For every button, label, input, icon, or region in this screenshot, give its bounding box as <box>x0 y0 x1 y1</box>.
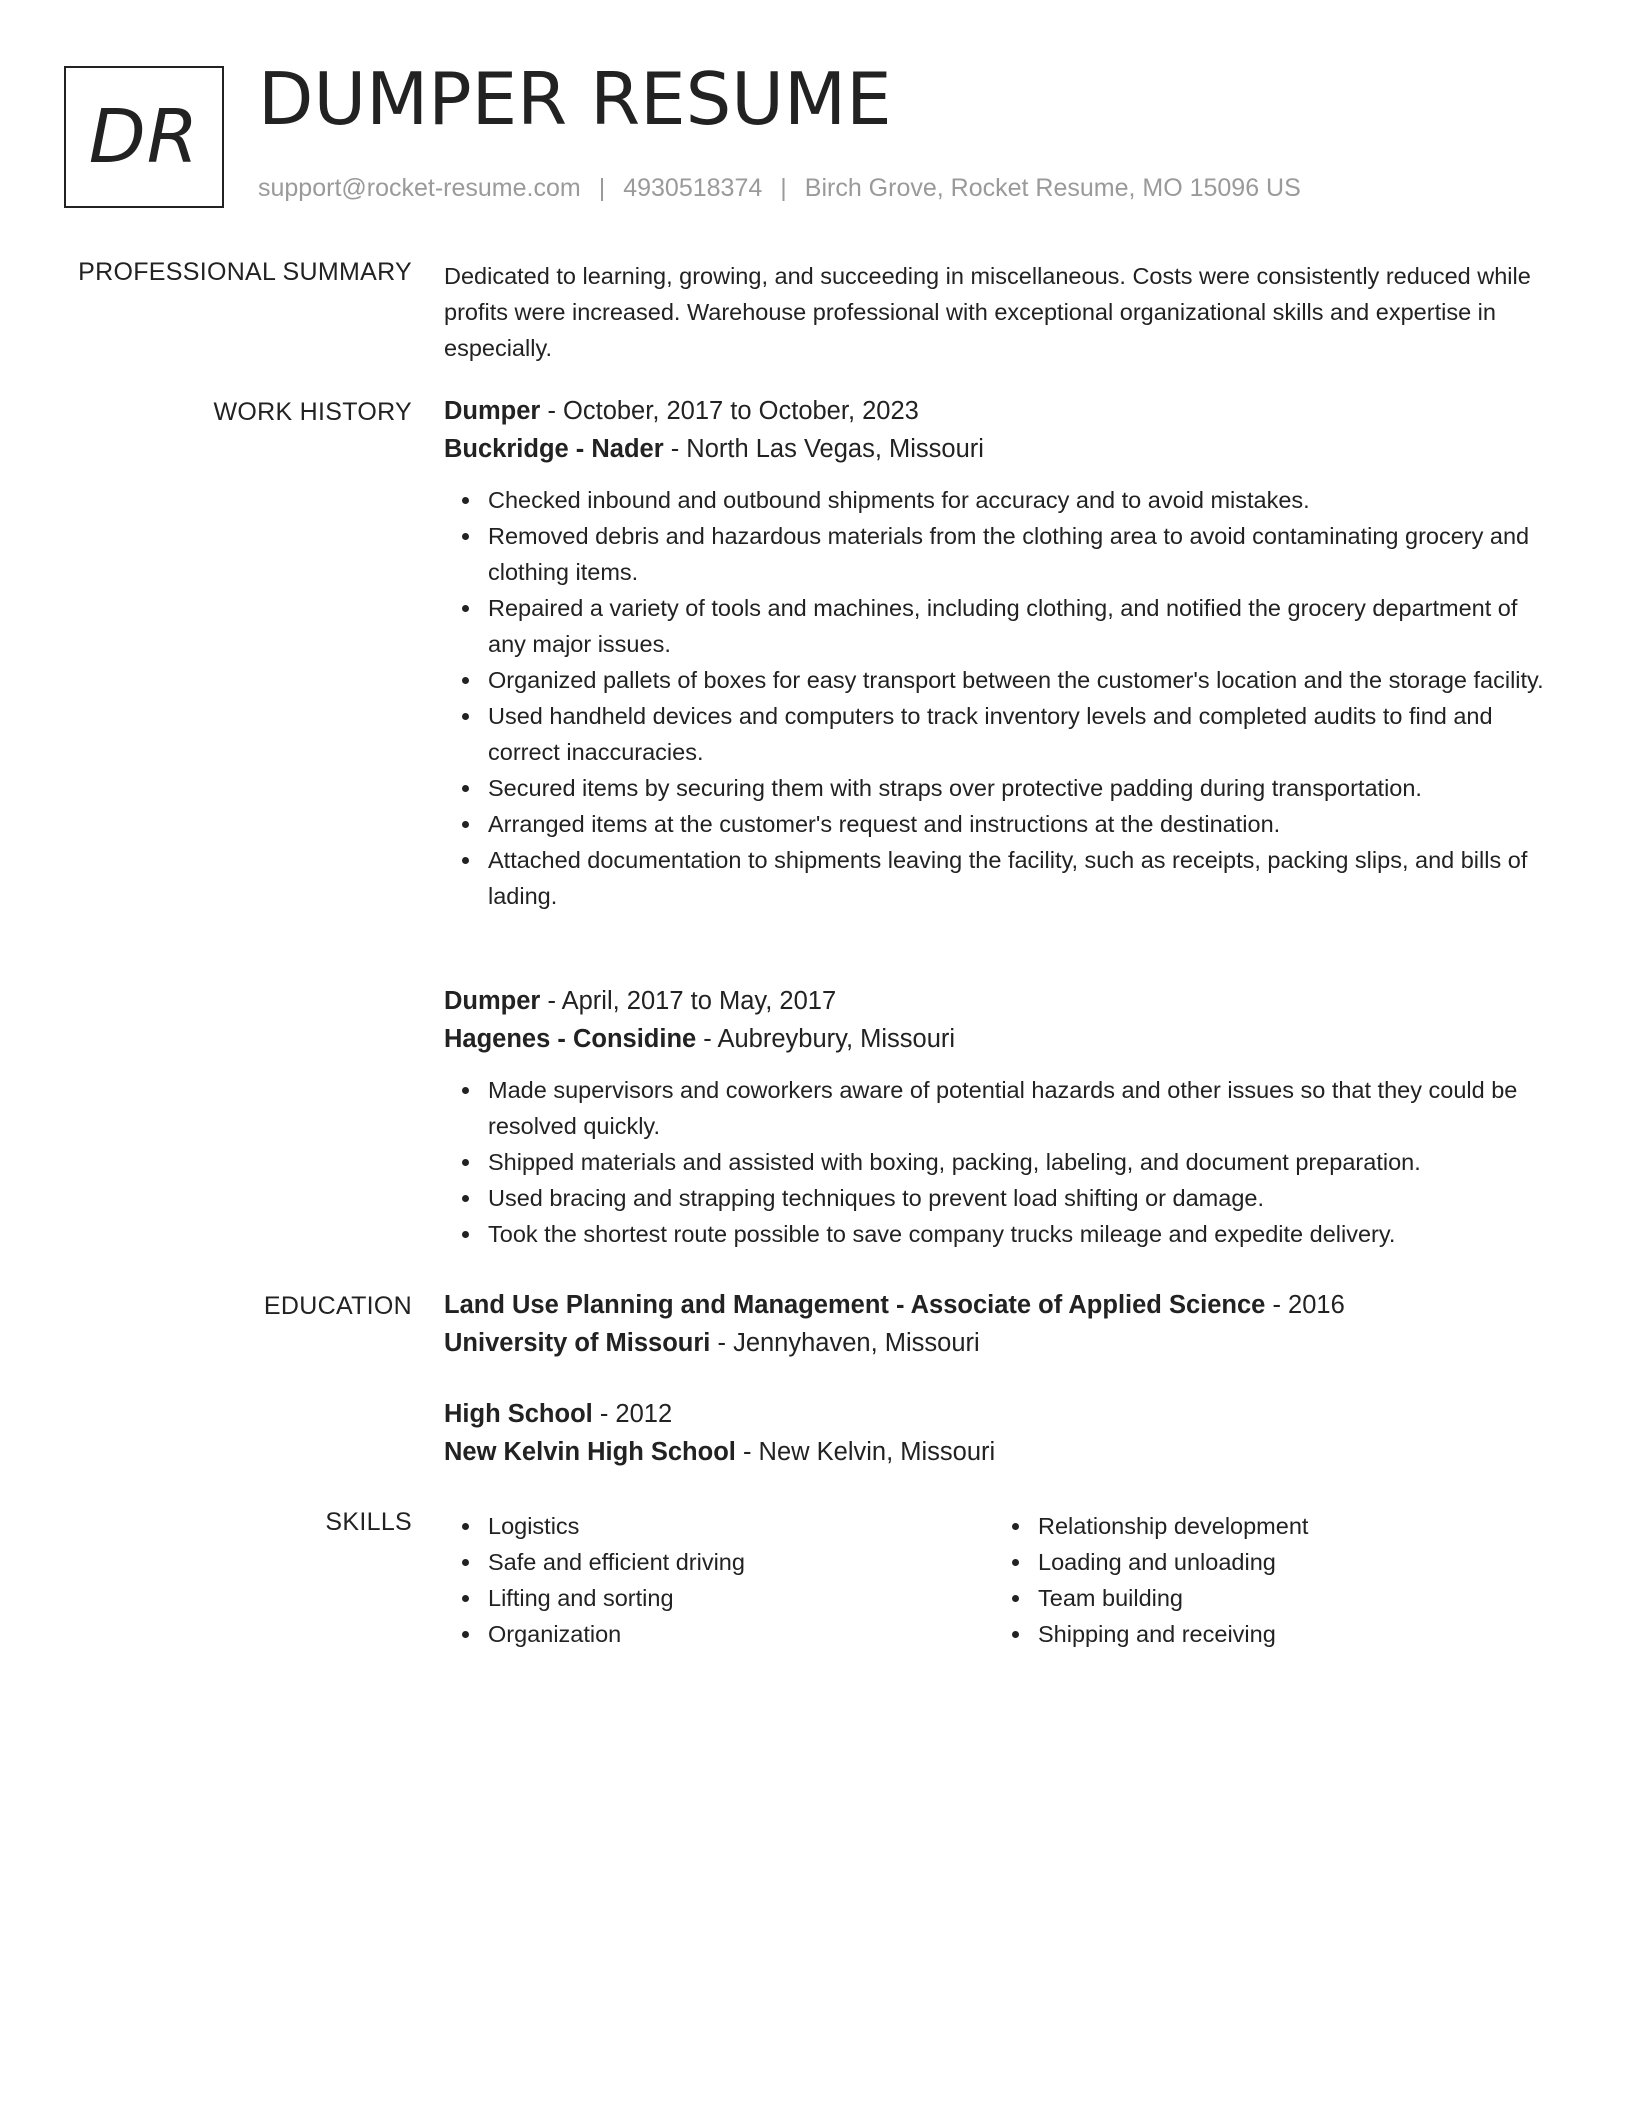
contact-email: support@rocket-resume.com <box>258 174 581 202</box>
job-title-line <box>444 392 1544 430</box>
education-entry <box>444 1286 1544 1362</box>
school-line <box>444 1433 1544 1471</box>
list-item: Secured items by securing them with straps over protective padding during transportation. <box>488 770 1544 806</box>
list-item: Arranged items at the customer's request and instructions at the destination. <box>488 806 1544 842</box>
degree-line <box>444 1395 1544 1433</box>
school-name: New Kelvin High School <box>444 1438 736 1466</box>
contact-line <box>258 174 1301 203</box>
degree-year: - 2016 <box>1265 1291 1345 1319</box>
job-company: Hagenes - Considine <box>444 1025 697 1053</box>
job-location: - Aubreybury, Missouri <box>696 1025 956 1053</box>
skill-item: Lifting and sorting <box>488 1580 994 1616</box>
contact-separator: | <box>780 174 787 202</box>
job-title-line <box>444 982 1544 1020</box>
skill-item: Shipping and receiving <box>1038 1616 1544 1652</box>
skills-heading: SKILLS <box>325 1508 412 1536</box>
school-location: - New Kelvin, Missouri <box>735 1438 996 1466</box>
job-title: Dumper <box>444 987 541 1015</box>
job-duties-list <box>444 482 1544 914</box>
degree-name: Land Use Planning and Management - Associate of Applied Science <box>444 1291 1266 1319</box>
list-item: Checked inbound and outbound shipments for accuracy and to avoid mistakes. <box>488 482 1544 518</box>
list-item: Took the shortest route possible to save company trucks mileage and expedite delivery. <box>488 1216 1544 1252</box>
contact-phone: 4930518374 <box>623 174 763 202</box>
degree-name: High School <box>444 1400 593 1428</box>
list-item: Used bracing and strapping techniques to prevent load shifting or damage. <box>488 1180 1544 1216</box>
skill-item: Safe and efficient driving <box>488 1544 994 1580</box>
contact-address: Birch Grove, Rocket Resume, MO 15096 US <box>804 174 1301 202</box>
job-company-line <box>444 430 1544 468</box>
skill-item: Logistics <box>488 1508 994 1544</box>
school-location: - Jennyhaven, Missouri <box>710 1329 980 1357</box>
school-line <box>444 1324 1544 1362</box>
skills-columns <box>444 1508 1544 1652</box>
skill-item: Organization <box>488 1616 994 1652</box>
skill-item: Relationship development <box>1038 1508 1544 1544</box>
work-history-heading: WORK HISTORY <box>213 398 412 426</box>
contact-separator: | <box>598 174 606 202</box>
summary-heading: PROFESSIONAL SUMMARY <box>78 258 412 286</box>
list-item: Used handheld devices and computers to track inventory levels and completed audits to find and correct inaccuracies. <box>488 698 1544 770</box>
job-dates: - April, 2017 to May, 2017 <box>540 987 837 1015</box>
job-title: Dumper <box>444 397 541 425</box>
list-item: Repaired a variety of tools and machines, including clothing, and notified the grocery department of any major issues. <box>488 590 1544 662</box>
list-item: Attached documentation to shipments leaving the facility, such as receipts, packing slips, and bills of lading. <box>488 842 1544 914</box>
list-item: Organized pallets of boxes for easy transport between the customer's location and the storage facility. <box>488 662 1544 698</box>
education-heading: EDUCATION <box>263 1292 412 1320</box>
skills-list-left <box>444 1508 994 1652</box>
school-name: University of Missouri <box>444 1329 711 1357</box>
job-dates: - October, 2017 to October, 2023 <box>540 397 919 425</box>
list-item: Made supervisors and coworkers aware of potential hazards and other issues so that they could be resolved quickly. <box>488 1072 1544 1144</box>
job-company: Buckridge - Nader <box>444 435 664 463</box>
list-item: Shipped materials and assisted with boxing, packing, labeling, and document preparation. <box>488 1144 1544 1180</box>
monogram-box <box>64 66 224 208</box>
monogram-initials: DR <box>88 94 200 180</box>
job-entry <box>444 982 1544 1252</box>
job-duties-list <box>444 1072 1544 1252</box>
summary-text: Dedicated to learning, growing, and succeeding in miscellaneous. Costs were consistently reduced while profits were increased. Warehouse professional with exceptional organizational skills and expertise in especially. <box>444 263 1531 361</box>
job-entry <box>444 392 1544 914</box>
education-entry <box>444 1395 1544 1471</box>
skills-list-right <box>994 1508 1544 1652</box>
skill-item: Loading and unloading <box>1038 1544 1544 1580</box>
degree-year: - 2012 <box>592 1400 673 1428</box>
job-location: - North Las Vegas, Missouri <box>663 435 984 463</box>
skill-item: Team building <box>1038 1580 1544 1616</box>
resume-name: DUMPER RESUME <box>258 57 892 141</box>
list-item: Removed debris and hazardous materials from the clothing area to avoid contaminating grocery and clothing items. <box>488 518 1544 590</box>
degree-line <box>444 1286 1544 1324</box>
job-company-line <box>444 1020 1544 1058</box>
